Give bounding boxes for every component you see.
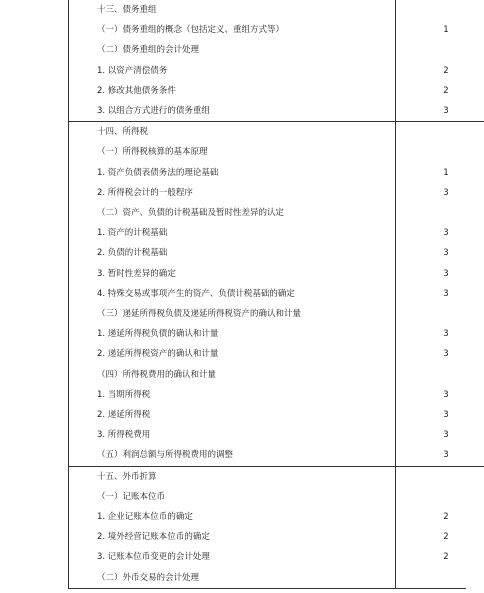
section-heading-row <box>69 0 484 20</box>
requirement-level <box>396 122 484 143</box>
requirement-level: 1 <box>396 20 484 40</box>
topic-text: （二）外币交易的会计处理 <box>69 568 396 588</box>
requirement-level <box>396 142 484 162</box>
topic-text: （三）递延所得税负债及递延所得税资产的确认和计量 <box>69 304 396 324</box>
outline-row <box>69 405 484 425</box>
requirement-level <box>396 40 484 60</box>
topic-text: 1. 资产负债表债务法的理论基础 <box>69 163 396 183</box>
outline-row <box>69 365 484 385</box>
topic-text: （二）债务重组的会计处理 <box>69 40 396 60</box>
requirement-level <box>396 568 484 588</box>
requirement-level: 3 <box>396 344 484 364</box>
topic-text: 1. 当期所得税 <box>69 385 396 405</box>
topic-text: 2. 修改其他债务条件 <box>69 81 396 101</box>
outline-row <box>69 324 484 344</box>
requirement-level: 3 <box>396 405 484 425</box>
outline-row <box>69 264 484 284</box>
requirement-level: 3 <box>396 445 484 466</box>
topic-text: 2. 所得税会计的一般程序 <box>69 183 396 203</box>
requirement-level: 3 <box>396 223 484 243</box>
requirement-level: 2 <box>396 547 484 567</box>
outline-row <box>69 61 484 81</box>
outline-row <box>69 203 484 223</box>
topic-text: 1. 以资产清偿债务 <box>69 61 396 81</box>
outline-row <box>69 40 484 60</box>
requirement-level <box>396 0 484 20</box>
outline-row <box>69 20 484 40</box>
requirement-level <box>396 466 484 487</box>
topic-text: 3. 暂时性差异的确定 <box>69 264 396 284</box>
requirement-level: 3 <box>396 385 484 405</box>
section-title: 十五、外币折算 <box>69 466 396 487</box>
outline-row <box>69 304 484 324</box>
section-title: 十三、债务重组 <box>69 0 396 20</box>
topic-text: （四）所得税费用的确认和计量 <box>69 365 396 385</box>
topic-text: 2. 负债的计税基础 <box>69 243 396 263</box>
outline-row <box>69 163 484 183</box>
topic-text: （五）利润总额与所得税费用的调整 <box>69 445 396 466</box>
topic-text: （一）债务重组的概念（包括定义、重组方式等） <box>69 20 396 40</box>
requirement-level <box>396 365 484 385</box>
requirement-level: 3 <box>396 324 484 344</box>
topic-text: （一）所得税核算的基本原理 <box>69 142 396 162</box>
outline-row <box>69 547 484 567</box>
outline-row <box>69 568 484 588</box>
topic-text: （一）记账本位币 <box>69 487 396 507</box>
topic-text: 2. 递延所得税资产的确认和计量 <box>69 344 396 364</box>
requirement-level: 3 <box>396 243 484 263</box>
section-title: 十四、所得税 <box>69 122 396 143</box>
outline-row <box>69 487 484 507</box>
topic-text: 2. 境外经营记账本位币的确定 <box>69 527 396 547</box>
topic-text: 2. 递延所得税 <box>69 405 396 425</box>
outline-row <box>69 101 484 122</box>
outline-row <box>69 284 484 304</box>
topic-text: 3. 记账本位币变更的会计处理 <box>69 547 396 567</box>
outline-row <box>69 527 484 547</box>
requirement-level: 2 <box>396 61 484 81</box>
outline-row <box>69 385 484 405</box>
requirement-level: 3 <box>396 101 484 122</box>
section-heading-row <box>69 122 484 143</box>
outline-row <box>69 243 484 263</box>
syllabus-table-body <box>69 0 484 588</box>
outline-row <box>69 445 484 466</box>
topic-text: 3. 以组合方式进行的债务重组 <box>69 101 396 122</box>
outline-row <box>69 81 484 101</box>
requirement-level: 3 <box>396 183 484 203</box>
table-bottom-rule <box>68 588 466 589</box>
syllabus-table <box>68 0 484 588</box>
topic-text: 3. 所得税费用 <box>69 425 396 445</box>
topic-text: 1. 资产的计税基础 <box>69 223 396 243</box>
outline-row <box>69 507 484 527</box>
outline-row <box>69 142 484 162</box>
requirement-level <box>396 203 484 223</box>
requirement-level <box>396 487 484 507</box>
requirement-level: 2 <box>396 507 484 527</box>
syllabus-table-wrapper <box>68 0 466 588</box>
requirement-level: 3 <box>396 284 484 304</box>
outline-row <box>69 223 484 243</box>
requirement-level: 2 <box>396 527 484 547</box>
requirement-level: 2 <box>396 81 484 101</box>
section-heading-row <box>69 466 484 487</box>
topic-text: 1. 递延所得税负债的确认和计量 <box>69 324 396 344</box>
outline-row <box>69 425 484 445</box>
topic-text: （二）资产、负债的计税基础及暂时性差异的认定 <box>69 203 396 223</box>
requirement-level: 1 <box>396 163 484 183</box>
topic-text: 4. 特殊交易或事项产生的资产、负债计税基础的确定 <box>69 284 396 304</box>
outline-row <box>69 344 484 364</box>
requirement-level <box>396 304 484 324</box>
requirement-level: 3 <box>396 425 484 445</box>
outline-row <box>69 183 484 203</box>
requirement-level: 3 <box>396 264 484 284</box>
topic-text: 1. 企业记账本位币的确定 <box>69 507 396 527</box>
